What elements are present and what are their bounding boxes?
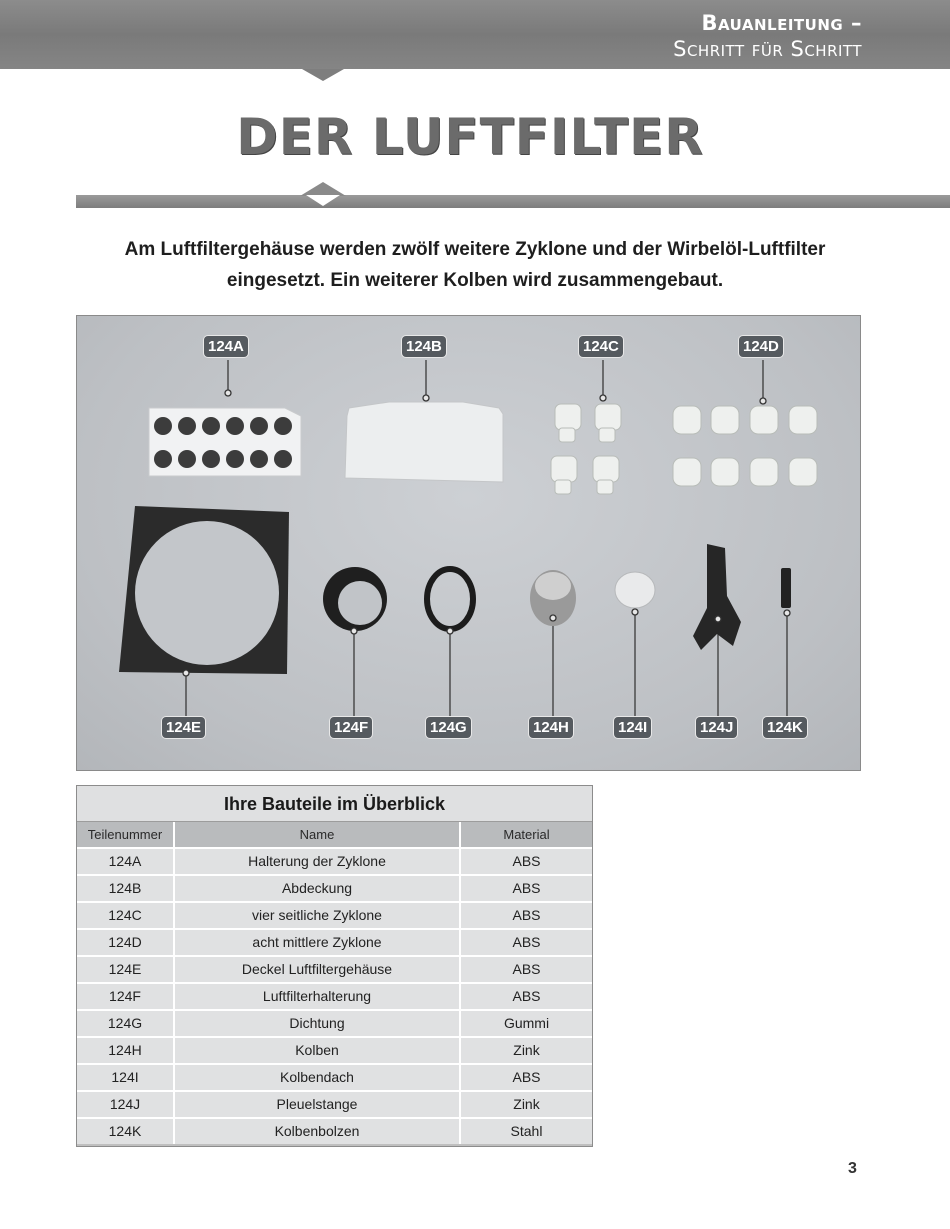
cell-part-number: 124H [77,1038,175,1063]
cell-part-number: 124I [77,1065,175,1090]
header-notch [302,69,344,81]
table-row [77,1063,592,1090]
title-divider [76,195,950,208]
header-name: Name [175,822,461,847]
tag-124f: 124F [330,717,372,738]
page-number: 3 [848,1160,857,1177]
series-title [673,10,862,62]
cell-material: ABS [512,1069,541,1085]
table-row [77,847,592,874]
cell-name: acht mittlere Zyklone [175,930,461,955]
header-material: Material [503,827,550,842]
cell-part-number: 124K [77,1119,175,1144]
cell-name: Kolbendach [175,1065,461,1090]
cell-name: Pleuelstange [175,1092,461,1117]
tag-124j: 124J [696,717,737,738]
cell-material: Zink [513,1096,540,1112]
tag-124k: 124K [763,717,807,738]
table-row [77,874,592,901]
tag-124a: 124A [204,336,248,357]
cell-name: Kolben [175,1038,461,1063]
table-row [77,901,592,928]
tag-124e: 124E [162,717,205,738]
page-title: DER LUFTFILTER [236,108,704,166]
cell-name: vier seitliche Zyklone [175,903,461,928]
table-row [77,1009,592,1036]
table-row [77,1090,592,1117]
cell-part-number: 124A [77,849,175,874]
cell-part-number: 124B [77,876,175,901]
parts-table-header [77,821,592,847]
tag-124b: 124B [402,336,446,357]
cell-name: Dichtung [175,1011,461,1036]
tag-124g: 124G [426,717,471,738]
cell-material: ABS [512,961,541,977]
cell-material: ABS [512,934,541,950]
series-title-line1: Bauanleitung – [701,11,862,35]
parts-table [76,785,593,1147]
intro-text: Am Luftfiltergehäuse werden zwölf weitere Zyklone und der Wirbelöl-Luftfilter eingesetzt. Ein weiterer Kolben wird zusammengebaut. [124,239,826,291]
title-divider-notch-inner [306,195,340,206]
cell-part-number: 124D [77,930,175,955]
cell-material: ABS [512,988,541,1004]
parts-illustration [77,316,862,772]
cell-part-number: 124C [77,903,175,928]
cell-part-number: 124G [77,1011,175,1036]
cell-name: Halterung der Zyklone [175,849,461,874]
table-row [77,1117,592,1146]
tag-124h: 124H [529,717,573,738]
cell-material: ABS [512,907,541,923]
cell-material: Zink [513,1042,540,1058]
cell-material: Stahl [510,1123,543,1139]
cell-name: Abdeckung [175,876,461,901]
title-divider-notch [300,182,346,196]
tag-124d: 124D [739,336,783,357]
header-part-number: Teilenummer [77,822,175,847]
cell-part-number: 124J [77,1092,175,1117]
table-row [77,982,592,1009]
cell-part-number: 124F [77,984,175,1009]
cell-material: ABS [512,880,541,896]
parts-table-caption: Ihre Bauteile im Überblick [77,786,592,821]
cell-name: Luftfilterhalterung [175,984,461,1009]
parts-photo [76,315,861,771]
cell-material: Gummi [503,1015,550,1031]
tag-124i: 124I [614,717,651,738]
cell-name: Deckel Luftfiltergehäuse [175,957,461,982]
table-row [77,1036,592,1063]
cell-name: Kolbenbolzen [175,1119,461,1144]
cell-part-number: 124E [77,957,175,982]
table-row [77,955,592,982]
table-row [77,928,592,955]
cell-material: ABS [512,853,541,869]
series-title-line2: Schritt für Schritt [673,37,862,61]
tag-124c: 124C [579,336,623,357]
